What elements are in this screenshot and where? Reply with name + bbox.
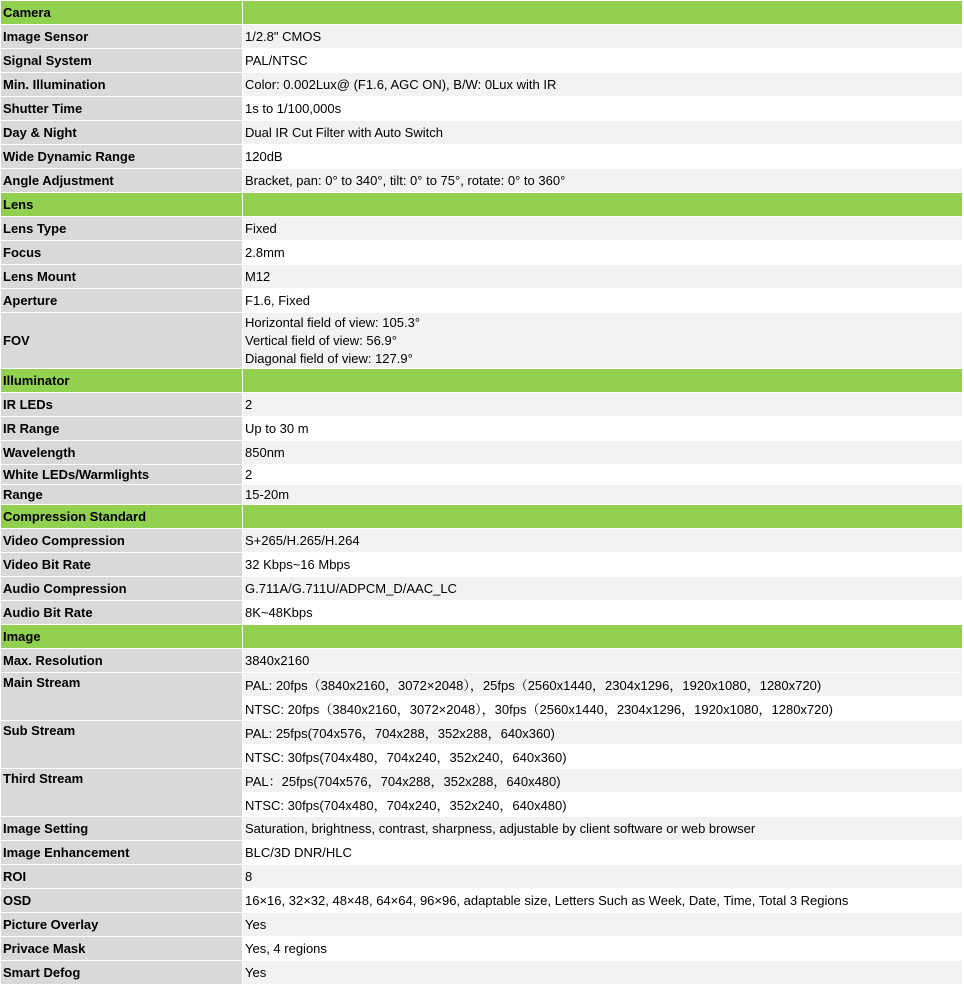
spec-value [243,417,963,441]
spec-value [243,465,963,485]
spec-row [1,817,963,841]
spec-value [243,865,963,889]
spec-label: IR Range [1,417,243,441]
spec-row [1,769,963,817]
spec-value [243,961,963,985]
section-header [1,625,963,649]
spec-row [1,961,963,985]
spec-label: Image Sensor [1,25,243,49]
spec-value-line: 120dB [245,148,283,164]
spec-row [1,721,963,769]
spec-label: White LEDs/Warmlights [1,465,243,485]
spec-value-line: PAL/NTSC [245,52,308,68]
spec-label: Signal System [1,49,243,73]
spec-value-line: 8 [245,868,253,884]
spec-row [1,673,963,721]
spec-label: Smart Defog [1,961,243,985]
spec-value [243,817,963,841]
spec-row [1,121,963,145]
spec-row [1,485,963,505]
spec-value-line: PAL：25fps(704x576，704x288，352x288，640x480) [243,769,962,792]
section-filler [243,625,963,649]
spec-value-line: Dual IR Cut Filter with Auto Switch [245,124,443,140]
spec-label: Wavelength [1,441,243,465]
spec-row [1,73,963,97]
spec-value-line: Vertical field of view: 56.9° [245,332,397,348]
spec-row [1,889,963,913]
spec-label: Image Enhancement [1,841,243,865]
spec-value-line: Bracket, pan: 0° to 340°, tilt: 0° to 75°, rotate: 0° to 360° [245,172,566,188]
spec-label: Wide Dynamic Range [1,145,243,169]
spec-value [243,485,963,505]
section-filler [243,193,963,217]
spec-value [243,721,963,769]
spec-value [243,169,963,193]
spec-label: IR LEDs [1,393,243,417]
spec-label: Audio Compression [1,577,243,601]
spec-value-line: S+265/H.265/H.264 [245,532,360,548]
section-filler [243,505,963,529]
spec-value [243,145,963,169]
spec-label: Privace Mask [1,937,243,961]
spec-value [243,769,963,817]
section-title: Compression Standard [1,505,243,529]
spec-value [243,529,963,553]
spec-value [243,73,963,97]
spec-row [1,465,963,485]
spec-value [243,913,963,937]
spec-label: Lens Mount [1,265,243,289]
spec-value-line: NTSC: 20fps（3840x2160，3072×2048），30fps（2560x1440，2304x1296，1920x1080，1280x720) [243,696,962,720]
spec-value [243,441,963,465]
spec-value-line: Yes [245,964,267,980]
spec-row [1,25,963,49]
spec-label: Focus [1,241,243,265]
spec-value [243,577,963,601]
spec-value [243,25,963,49]
spec-label: Angle Adjustment [1,169,243,193]
spec-value [243,289,963,313]
spec-row [1,265,963,289]
spec-value-line: 8K~48Kbps [245,604,313,620]
spec-label: Audio Bit Rate [1,601,243,625]
spec-label: Image Setting [1,817,243,841]
section-header [1,1,963,25]
spec-row [1,937,963,961]
spec-value-line: M12 [245,268,271,284]
spec-row [1,289,963,313]
section-filler [243,1,963,25]
spec-value [243,265,963,289]
spec-row [1,169,963,193]
spec-row [1,241,963,265]
spec-label: Range [1,485,243,505]
spec-label: Min. Illumination [1,73,243,97]
section-header [1,369,963,393]
spec-row [1,313,963,369]
spec-row [1,601,963,625]
spec-value-line: 1/2.8" CMOS [245,28,322,44]
spec-row [1,529,963,553]
spec-value-line: 2.8mm [245,244,285,260]
spec-row [1,417,963,441]
spec-row [1,145,963,169]
spec-value [243,937,963,961]
spec-value-line: Yes, 4 regions [245,940,327,956]
section-title: Image [1,625,243,649]
spec-value-line: 2 [245,466,253,482]
section-title: Camera [1,1,243,25]
spec-value-line: Saturation, brightness, contrast, sharpness, adjustable by client software or web browser [245,820,756,836]
spec-value-line: 15-20m [245,486,290,502]
spec-label: Video Bit Rate [1,553,243,577]
spec-value [243,49,963,73]
spec-label: Lens Type [1,217,243,241]
spec-table-body [1,1,963,985]
spec-value [243,97,963,121]
spec-row [1,393,963,417]
spec-value-line: 16×16, 32×32, 48×48, 64×64, 96×96, adaptable size, Letters Such as Week, Date, Time, Total 3 Regions [245,892,849,908]
spec-value-line: Yes [245,916,267,932]
spec-value-line: PAL: 25fps(704x576，704x288，352x288，640x360) [243,721,962,744]
spec-row [1,865,963,889]
spec-value-line: PAL: 20fps（3840x2160，3072×2048），25fps（2560x1440，2304x1296，1920x1080，1280x720) [243,673,962,696]
spec-label: OSD [1,889,243,913]
spec-label: Third Stream [1,769,243,817]
section-title: Lens [1,193,243,217]
spec-row [1,441,963,465]
spec-value-line: NTSC: 30fps(704x480，704x240，352x240，640x480) [243,792,962,816]
spec-row [1,577,963,601]
spec-value [243,553,963,577]
spec-value-line: 3840x2160 [245,652,310,668]
spec-value-line: 850nm [245,444,285,460]
spec-value [243,841,963,865]
section-filler [243,369,963,393]
spec-row [1,841,963,865]
spec-label: Main Stream [1,673,243,721]
spec-value-line: 1s to 1/100,000s [245,100,342,116]
spec-row [1,49,963,73]
spec-value-line: Up to 30 m [245,420,309,436]
spec-value-line: Diagonal field of view: 127.9° [245,350,413,366]
spec-value [243,217,963,241]
spec-label: Picture Overlay [1,913,243,937]
spec-row [1,97,963,121]
spec-label: Shutter Time [1,97,243,121]
spec-value-line: Color: 0.002Lux@ (F1.6, AGC ON), B/W: 0Lux with IR [245,76,557,92]
spec-value-line: Fixed [245,220,277,236]
spec-label: Video Compression [1,529,243,553]
spec-value [243,889,963,913]
spec-value [243,121,963,145]
spec-value [243,649,963,673]
section-header [1,193,963,217]
spec-label: ROI [1,865,243,889]
spec-label: Max. Resolution [1,649,243,673]
spec-value [243,241,963,265]
spec-value [243,393,963,417]
spec-value-line: G.711A/G.711U/ADPCM_D/AAC_LC [245,580,457,596]
spec-value-line: Horizontal field of view: 105.3° [245,314,421,330]
spec-value [243,601,963,625]
spec-label: FOV [1,313,243,369]
section-title: Illuminator [1,369,243,393]
spec-label: Day & Night [1,121,243,145]
spec-row [1,553,963,577]
spec-value-line: BLC/3D DNR/HLC [245,844,352,860]
spec-label: Aperture [1,289,243,313]
spec-row [1,913,963,937]
spec-value-line: 2 [245,396,253,412]
spec-value [243,673,963,721]
spec-value-line: 32 Kbps~16 Mbps [245,556,351,572]
section-header [1,505,963,529]
spec-value-line: F1.6, Fixed [245,292,311,308]
spec-row [1,649,963,673]
spec-label: Sub Stream [1,721,243,769]
spec-row [1,217,963,241]
spec-value-line: NTSC: 30fps(704x480，704x240，352x240，640x360) [243,744,962,768]
spec-value [243,313,963,369]
